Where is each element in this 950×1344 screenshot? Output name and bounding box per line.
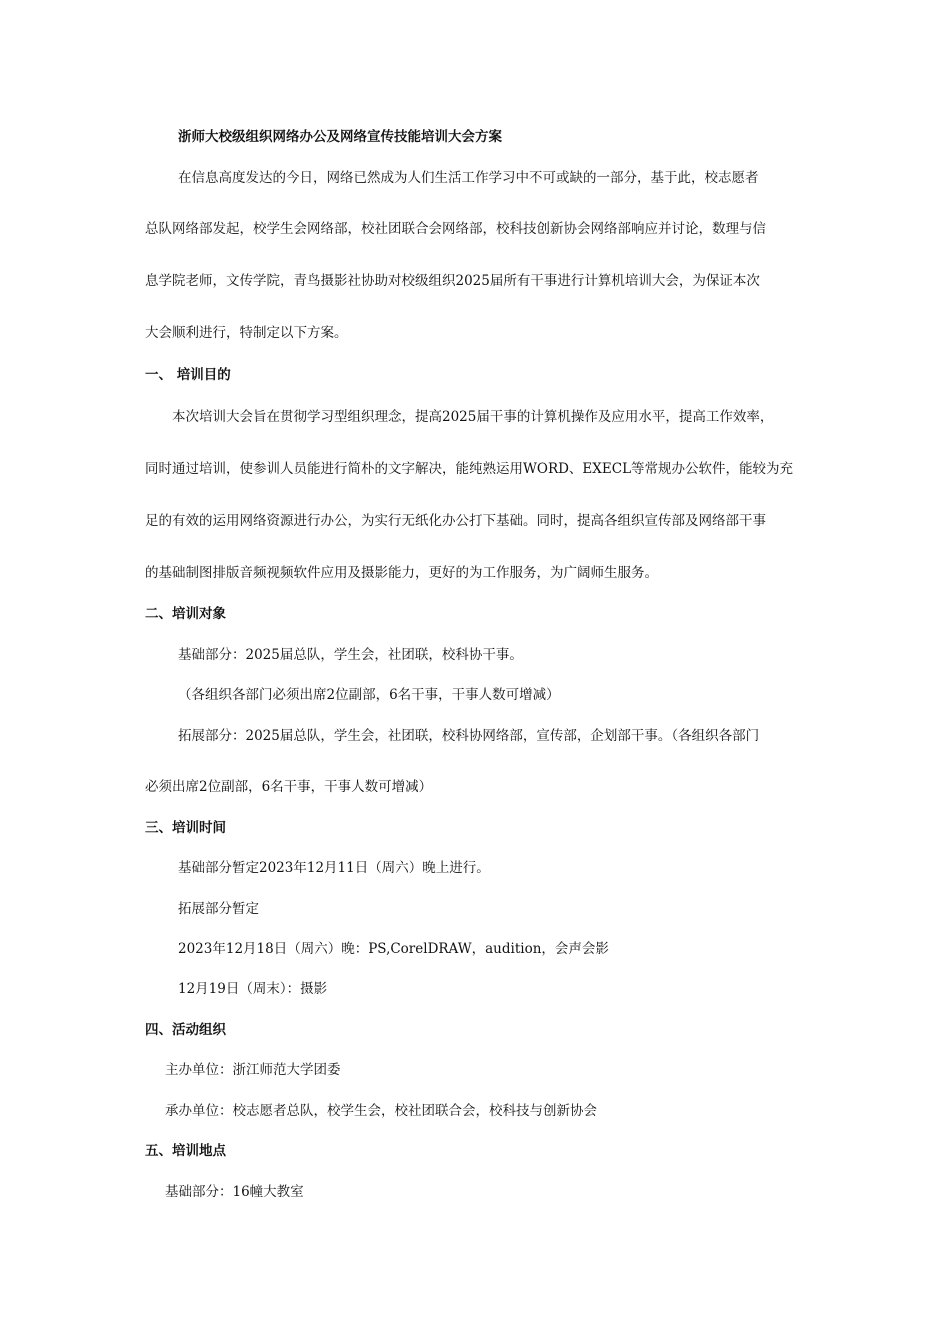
intro-line: 在信息高度发达的今日，网络已然成为人们生活工作学习中不可或缺的一部分，基于此，校志愿者: [178, 170, 759, 186]
paragraph-line: 基础部分暂定2023年12月11日（周六）晚上进行。: [178, 860, 490, 876]
document-title: 浙师大校级组织网络办公及网络宣传技能培训大会方案: [178, 129, 502, 145]
paragraph-line: （各组织各部门必须出席2位副部，6名干事，干事人数可增减）: [178, 687, 560, 703]
paragraph-line: 基础部分：2025届总队，学生会，社团联，校科协干事。: [178, 647, 523, 663]
paragraph-line: 基础部分：16幢大教室: [165, 1184, 304, 1200]
paragraph-line: 主办单位：浙江师范大学团委: [165, 1062, 341, 1078]
intro-line: 大会顺利进行，特制定以下方案。: [145, 325, 348, 341]
paragraph-line: 足的有效的运用网络资源进行办公，为实行无纸化办公打下基础。同时，提高各组织宣传部及网络部干事: [145, 513, 766, 529]
paragraph-line: 12月19日（周末）：摄影: [178, 981, 328, 997]
section-heading-purpose: 一、 培训目的: [145, 367, 231, 383]
section-heading-location: 五、培训地点: [145, 1143, 226, 1159]
paragraph-line: 必须出席2位副部，6名干事，干事人数可增减）: [145, 779, 433, 795]
paragraph-line: 承办单位：校志愿者总队，校学生会，校社团联合会，校科技与创新协会: [165, 1103, 597, 1119]
paragraph-line: 2023年12月18日（周六）晚：PS,CorelDRAW，audition，会声会影: [178, 941, 609, 957]
intro-line: 总队网络部发起，校学生会网络部，校社团联合会网络部，校科技创新协会网络部响应并讨论，数理与信: [145, 221, 766, 237]
paragraph-line: 拓展部分：2025届总队，学生会，社团联，校科协网络部，宣传部，企划部干事。（各组织各部门: [178, 728, 760, 744]
paragraph-line: 同时通过培训，使参训人员能进行简朴的文字解决，能纯熟运用WORD、EXECL等常规办公软件，能较为充: [145, 461, 794, 477]
paragraph-line: 拓展部分暂定: [178, 901, 259, 917]
section-heading-time: 三、培训时间: [145, 820, 226, 836]
paragraph-line: 的基础制图排版音频视频软件应用及摄影能力，更好的为工作服务，为广阔师生服务。: [145, 565, 658, 581]
intro-line: 息学院老师，文传学院，青鸟摄影社协助对校级组织2025届所有干事进行计算机培训大会，为保证本次: [145, 273, 760, 289]
section-heading-organization: 四、活动组织: [145, 1022, 226, 1038]
section-heading-audience: 二、培训对象: [145, 606, 226, 622]
paragraph-line: 本次培训大会旨在贯彻学习型组织理念，提高2025届干事的计算机操作及应用水平，提高工作效率，: [172, 409, 774, 425]
